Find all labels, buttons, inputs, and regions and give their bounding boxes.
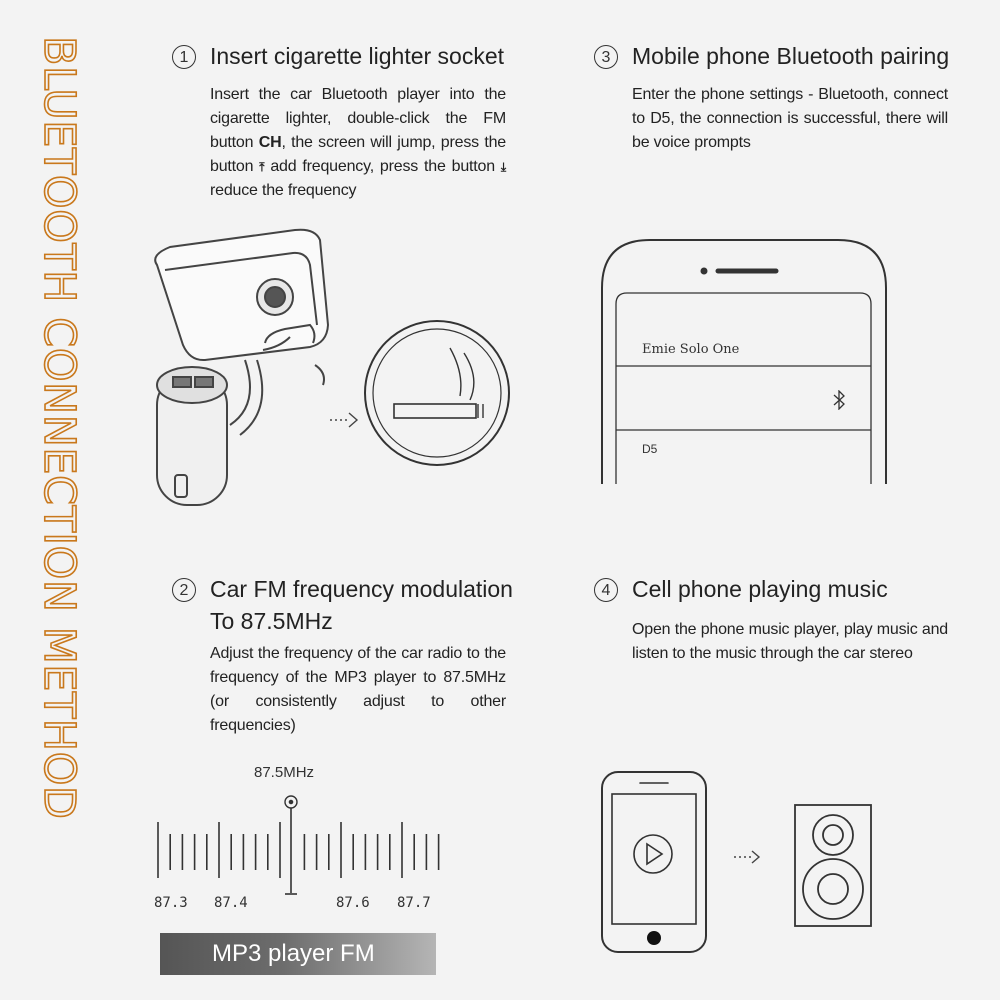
step-2-heading: Car FM frequency modulation bbox=[210, 576, 513, 602]
tick-label-3: 87.6 bbox=[336, 895, 370, 911]
speaker-icon bbox=[793, 803, 873, 928]
add-frequency-icon: ⤒ bbox=[259, 160, 265, 174]
paired-device-row[interactable]: Emie Solo One bbox=[642, 342, 740, 357]
step-1-body bbox=[210, 83, 506, 203]
title-text: BLUETOOTH CONNECTION METHOD bbox=[34, 36, 84, 820]
tick-label-4: 87.7 bbox=[397, 895, 431, 911]
vertical-title bbox=[28, 36, 88, 966]
step-1-text-a: Insert the car Bluetooth player into the cigarette lighter, double-click the FM button bbox=[210, 86, 506, 151]
step-number-2: 2 bbox=[172, 578, 196, 602]
tuner-scale bbox=[150, 790, 450, 900]
tick-label-2: 87.4 bbox=[214, 895, 248, 911]
tuner-marker-label: 87.5MHz bbox=[254, 764, 315, 781]
reduce-frequency-icon: ⤓ bbox=[500, 160, 506, 174]
step-number-1: 1 bbox=[172, 45, 196, 69]
bluetooth-icon[interactable] bbox=[832, 390, 846, 410]
step-4-heading: Cell phone playing music bbox=[632, 576, 888, 602]
step-2-heading-2: To 87.5MHz bbox=[210, 608, 333, 634]
car-charger-icon bbox=[145, 225, 335, 515]
tick-label-1: 87.3 bbox=[154, 895, 188, 911]
phone-bluetooth-screen bbox=[600, 238, 888, 486]
d5-device-row[interactable]: D5 bbox=[642, 442, 658, 456]
step-1-text-d: reduce the frequency bbox=[210, 182, 357, 199]
step-4-body: Open the phone music player, play music and listen to the music through the car stereo bbox=[632, 621, 948, 662]
step-1-text-b: , the screen will jump, press the button bbox=[210, 134, 507, 175]
play-icon bbox=[634, 835, 672, 873]
step-1-heading: Insert cigarette lighter socket bbox=[210, 43, 505, 69]
arrow-dots-icon bbox=[732, 848, 762, 866]
cigarette-icon bbox=[362, 318, 512, 468]
arrow-dots-icon bbox=[328, 410, 360, 430]
mp3-player-fm-bar: MP3 player FM bbox=[160, 933, 436, 975]
step-1-text-c: add frequency, press the button bbox=[264, 158, 501, 175]
step-3-body: Enter the phone settings - Bluetooth, connect to D5, the connection is successful, there will be voice prompts bbox=[632, 86, 948, 151]
step-number-4: 4 bbox=[594, 578, 618, 602]
step-2-body: Adjust the frequency of the car radio to the frequency of the MP3 player to 87.5MHz (or consistently adjust to other frequencies) bbox=[210, 645, 506, 734]
phone-music-player bbox=[600, 770, 708, 955]
ch-button-label: CH bbox=[258, 134, 282, 151]
step-3-heading: Mobile phone Bluetooth pairing bbox=[632, 43, 950, 69]
step-number-3: 3 bbox=[594, 45, 618, 69]
